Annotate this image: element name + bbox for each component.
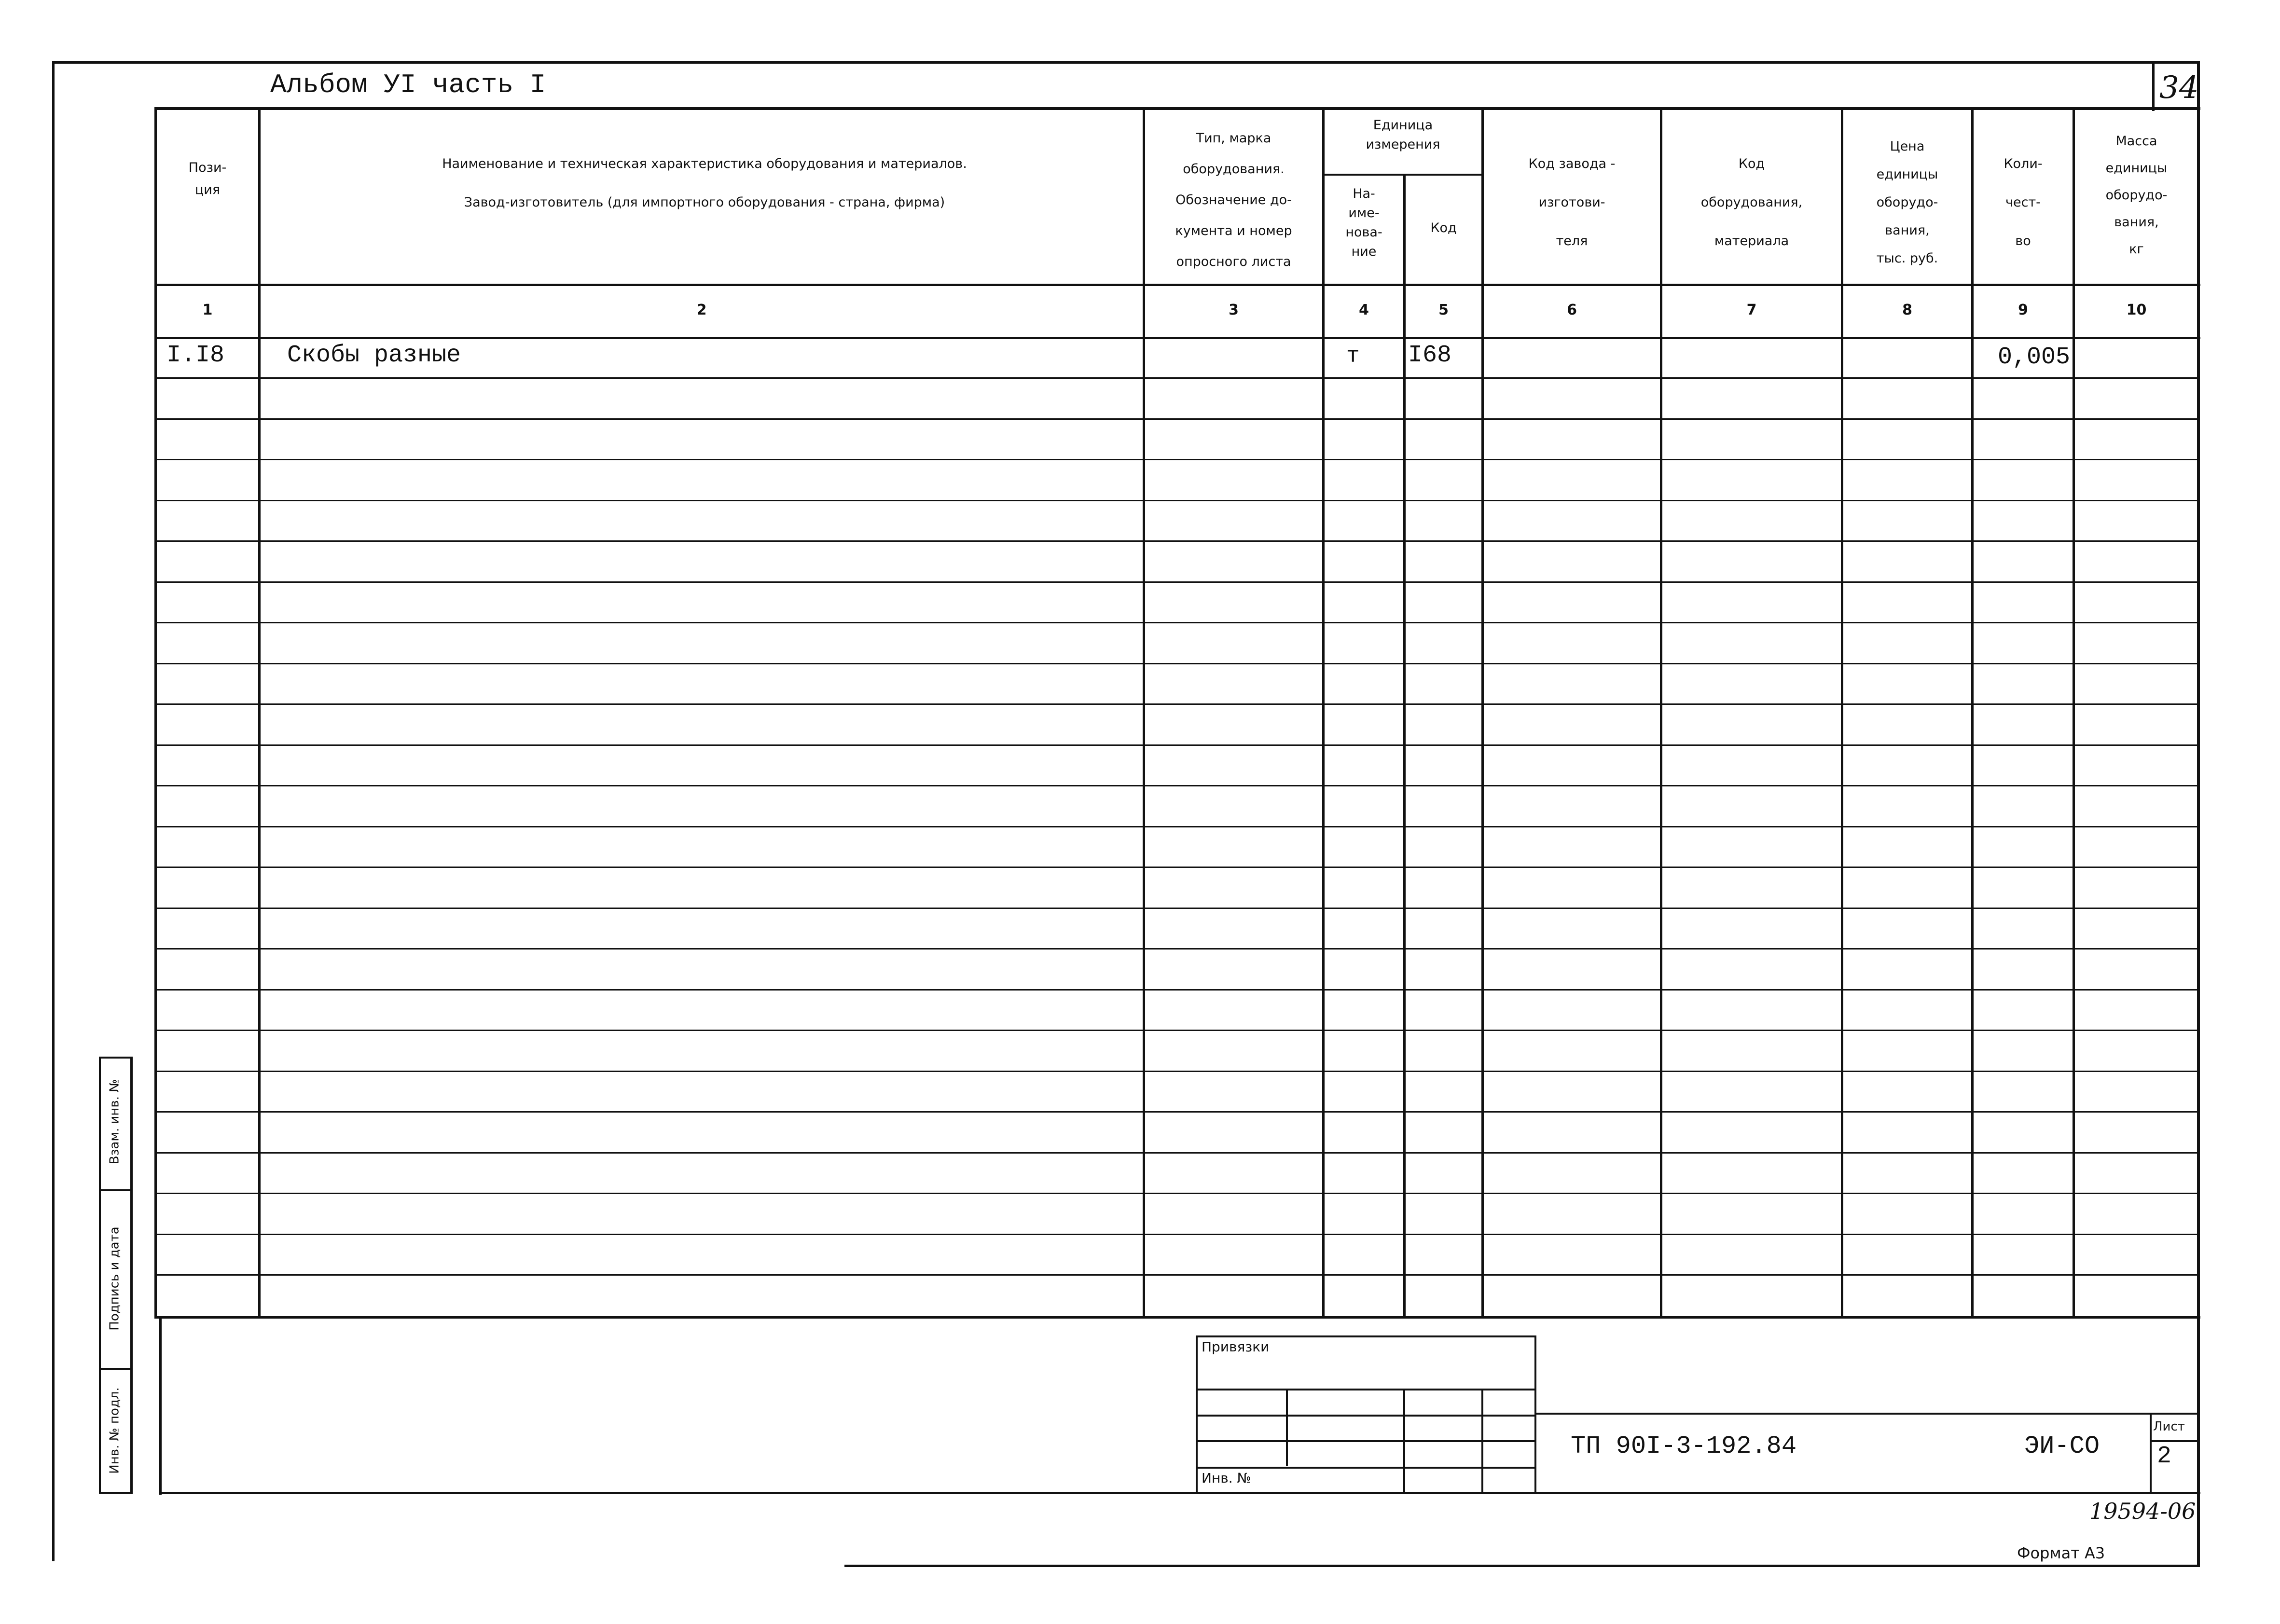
col-sep-4 (1403, 174, 1406, 1318)
header-col2: Наименование и техническая характеристика оборудования и материалов. Завод-изготовитель (для импортного оборудования - страна, фирма) (442, 156, 967, 210)
sheet-box-left (2150, 1413, 2152, 1493)
table-row-line (157, 622, 2198, 623)
header-col3: Тип, марка оборудования. Обозначение до- кумента и номер опросного листа (1175, 131, 1292, 269)
side-stamp-right (130, 1057, 133, 1493)
number-row-bottom-line (154, 337, 2200, 339)
col-number-1: 1 (202, 302, 213, 318)
table-row-line (157, 1193, 2198, 1194)
table-row-line (157, 418, 2198, 420)
bindings-title: Привязки (1202, 1339, 1270, 1355)
col-number-3: 3 (1229, 302, 1239, 318)
side-stamp-field1: Взам. инв. № (107, 1079, 122, 1165)
bindings-row1 (1196, 1389, 1536, 1390)
col-number-8: 8 (1902, 302, 1912, 318)
col-sep-6 (1660, 107, 1662, 1318)
header-col10: Масса единицы оборудо- вания, кг (2105, 134, 2168, 257)
col-sep-3 (1322, 107, 1325, 1318)
table-row-line (157, 1234, 2198, 1235)
bindings-inv-label: Инв. № (1202, 1470, 1251, 1486)
col-sep-7 (1841, 107, 1843, 1318)
table-row-line (157, 1152, 2198, 1154)
bottom-frame-left (159, 1316, 162, 1495)
cell-unit-name: т (1346, 344, 1360, 369)
format-label: Формат А3 (2017, 1544, 2105, 1562)
col-number-10: 10 (2126, 302, 2147, 318)
bindings-top (1196, 1335, 1536, 1337)
table-bottom-line (154, 1316, 2200, 1319)
header-col8: Цена единицы оборудо- вания, тыс. руб. (1876, 139, 1938, 266)
table-row-line (157, 1274, 2198, 1276)
header-col9: Коли- чест- во (2004, 156, 2043, 248)
bottom-frame-line (159, 1492, 2200, 1494)
table-row-line (157, 1111, 2198, 1113)
table-left-line (154, 107, 157, 1318)
table-row-line (157, 908, 2198, 909)
side-stamp-bottom (99, 1492, 133, 1494)
frame-right-line (2197, 61, 2200, 1567)
sheet-box-div (2150, 1440, 2199, 1442)
table-row-line (157, 1071, 2198, 1072)
col-number-7: 7 (1746, 302, 1757, 318)
table-row-line (157, 826, 2198, 827)
bindings-row4 (1196, 1467, 1536, 1469)
side-stamp-left (99, 1057, 101, 1493)
sheet-number: 2 (2157, 1443, 2172, 1470)
col-number-4: 4 (1359, 302, 1369, 318)
side-stamp-field2: Подпись и дата (107, 1226, 122, 1331)
corner-box-left (2152, 63, 2155, 111)
table-row-line (157, 948, 2198, 950)
bindings-left (1196, 1335, 1198, 1493)
bindings-col1 (1286, 1389, 1288, 1466)
col-number-5: 5 (1438, 302, 1449, 318)
bindings-row3 (1196, 1440, 1536, 1442)
table-row-line (157, 744, 2198, 746)
header-col7: Код оборудования, материала (1700, 156, 1803, 248)
table-row-line (157, 540, 2198, 542)
cell-position: I.I8 (166, 342, 225, 369)
table-row-line (157, 989, 2198, 991)
title-block-top (1534, 1413, 2199, 1415)
table-row-line (157, 581, 2198, 583)
header-col6: Код завода - изготови- теля (1528, 156, 1616, 248)
doc-number: ТП 90I-3-192.84 (1571, 1432, 1797, 1460)
col-number-9: 9 (2018, 302, 2028, 318)
table-row-line (157, 703, 2198, 705)
header-units-group: Единица измерения (1366, 118, 1440, 152)
table-row-line (157, 459, 2198, 460)
doc-code: ЭИ-СО (2024, 1432, 2100, 1460)
sheet-label: Лист (2153, 1419, 2185, 1434)
bindings-col2 (1403, 1389, 1405, 1493)
header-col1: Пози- ция (188, 160, 227, 197)
frame-left-line (52, 61, 55, 1561)
col-sep-5 (1481, 107, 1484, 1318)
cell-quantity: 0,005 (1998, 344, 2071, 371)
table-row-line (157, 663, 2198, 664)
frame-bottom-line (844, 1565, 2198, 1567)
col-number-2: 2 (696, 302, 707, 318)
header-col5: Код (1430, 220, 1457, 235)
header-bottom-line (154, 284, 2200, 286)
table-row-line (157, 867, 2198, 868)
cell-unit-code: I68 (1408, 342, 1452, 369)
header-col4: На- име- нова- ние (1345, 186, 1382, 259)
units-group-divider (1322, 174, 1484, 176)
table-row-line (157, 500, 2198, 501)
frame-top-line (52, 61, 2199, 64)
bindings-row2 (1196, 1415, 1536, 1417)
col-sep-1 (258, 107, 261, 1318)
table-row-line (157, 377, 2198, 379)
table-row-line (157, 1030, 2198, 1031)
cell-name: Скобы разные (287, 342, 461, 369)
col-sep-8 (1971, 107, 1974, 1318)
bindings-col3 (1481, 1389, 1483, 1493)
col-sep-2 (1143, 107, 1145, 1318)
col-sep-9 (2073, 107, 2075, 1318)
table-row-line (157, 785, 2198, 786)
archive-number: 19594-06 (2089, 1498, 2196, 1524)
sheet-corner-number: 34 (2159, 70, 2199, 106)
table-top-line (154, 107, 2200, 110)
side-stamp-field3: Инв. № подл. (107, 1387, 122, 1474)
col-number-6: 6 (1567, 302, 1577, 318)
album-title: Альбом УI часть I (270, 69, 546, 100)
